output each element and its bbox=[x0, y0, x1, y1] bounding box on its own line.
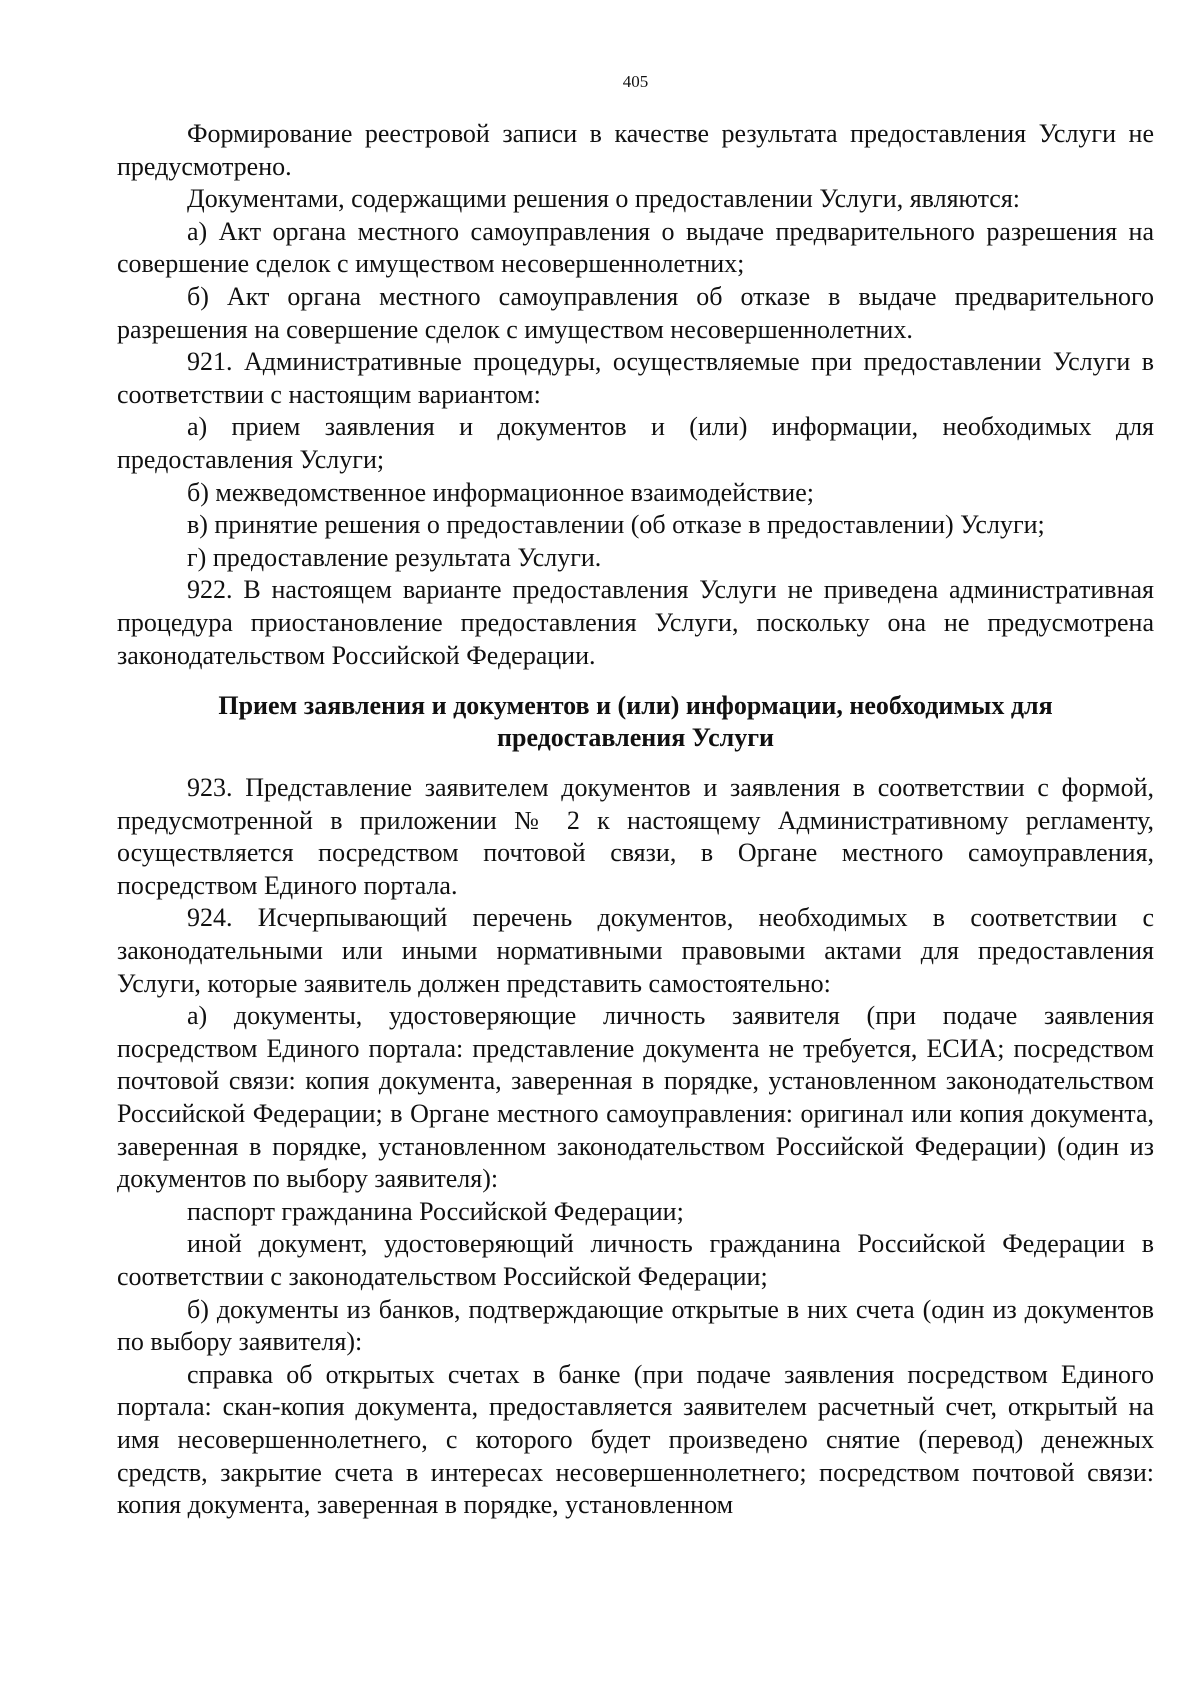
paragraph: в) принятие решения о предоставлении (об отказе в предоставлении) Услуги; bbox=[187, 510, 1045, 540]
paragraph: паспорт гражданина Российской Федерации; bbox=[187, 1196, 684, 1226]
paragraph: а) прием заявления и документов и (или) информации, необходимых для предоставления Услуги; bbox=[117, 412, 1154, 474]
paragraph: г) предоставление результата Услуги. bbox=[187, 542, 602, 572]
paragraph: 921. Административные процедуры, осуществляемые при предоставлении Услуги в соответствии с настоящим вариантом: bbox=[117, 347, 1154, 409]
paragraph: справка об открытых счетах в банке (при подаче заявления посредством Единого портала: скан-копия документа, предоставляется заявителем расчетный счет, открытый на имя несовершеннолетнего, с которого будет произведено снятие (перевод) денежных средств, закрытие счета в интересах несовершеннолетнего; посредством почтовой связи: копия документа, заверенная в порядке, установленном bbox=[117, 1359, 1154, 1520]
paragraph: б) Акт органа местного самоуправления об отказе в выдаче предварительного разрешения на совершение сделок с имуществом несовершеннолетних. bbox=[117, 281, 1154, 344]
paragraph: б) документы из банков, подтверждающие открытые в них счета (один из документов по выбору заявителя): bbox=[117, 1294, 1154, 1357]
paragraph: 922. В настоящем варианте предоставления Услуги не приведена административная процедура приостановление предоставления Услуги, поскольку она не предусмотрена законодательством Российской Федерации. bbox=[117, 575, 1154, 670]
paragraph: 924. Исчерпывающий перечень документов, необходимых в соответствии с законодательными или иными нормативными правовыми актами для предоставления Услуги, которые заявитель должен представить самостоятельно: bbox=[117, 903, 1154, 998]
document-body bbox=[117, 118, 1154, 1522]
section-heading: Прием заявления и документов и (или) информации, необходимых для предоставления Услуги bbox=[218, 691, 1053, 753]
paragraph: а) Акт органа местного самоуправления о выдаче предварительного разрешения на совершение сделок с имуществом несовершеннолетних; bbox=[117, 216, 1154, 279]
paragraph: а) документы, удостоверяющие личность заявителя (при подаче заявления посредством Единого портала: представление документа не требуется, ЕСИА; посредством почтовой связи: копия документа, заверенная в порядке, установленном законодательством Российской Федерации; в Органе местного самоуправления: оригинал или копия документа, заверенная в порядке, установленном законодательством Российской Федерации) (один из документов по выбору заявителя): bbox=[117, 1001, 1154, 1194]
paragraph: Формирование реестровой записи в качестве результата предоставления Услуги не предусмотрено. bbox=[117, 119, 1154, 181]
page-number: 405 bbox=[622, 72, 649, 91]
paragraph: иной документ, удостоверяющий личность гражданина Российской Федерации в соответствии с законодательством Российской Федерации; bbox=[117, 1229, 1154, 1291]
paragraph: Документами, содержащими решения о предоставлении Услуги, являются: bbox=[187, 184, 1021, 214]
paragraph: 923. Представление заявителем документов и заявления в соответствии с формой, предусмотренной в приложении № 2 к настоящему Административному регламенту, осуществляется посредством почтовой связи, в Органе местного самоуправления, посредством Единого портала. bbox=[117, 773, 1154, 900]
paragraph: б) межведомственное информационное взаимодействие; bbox=[187, 477, 814, 507]
